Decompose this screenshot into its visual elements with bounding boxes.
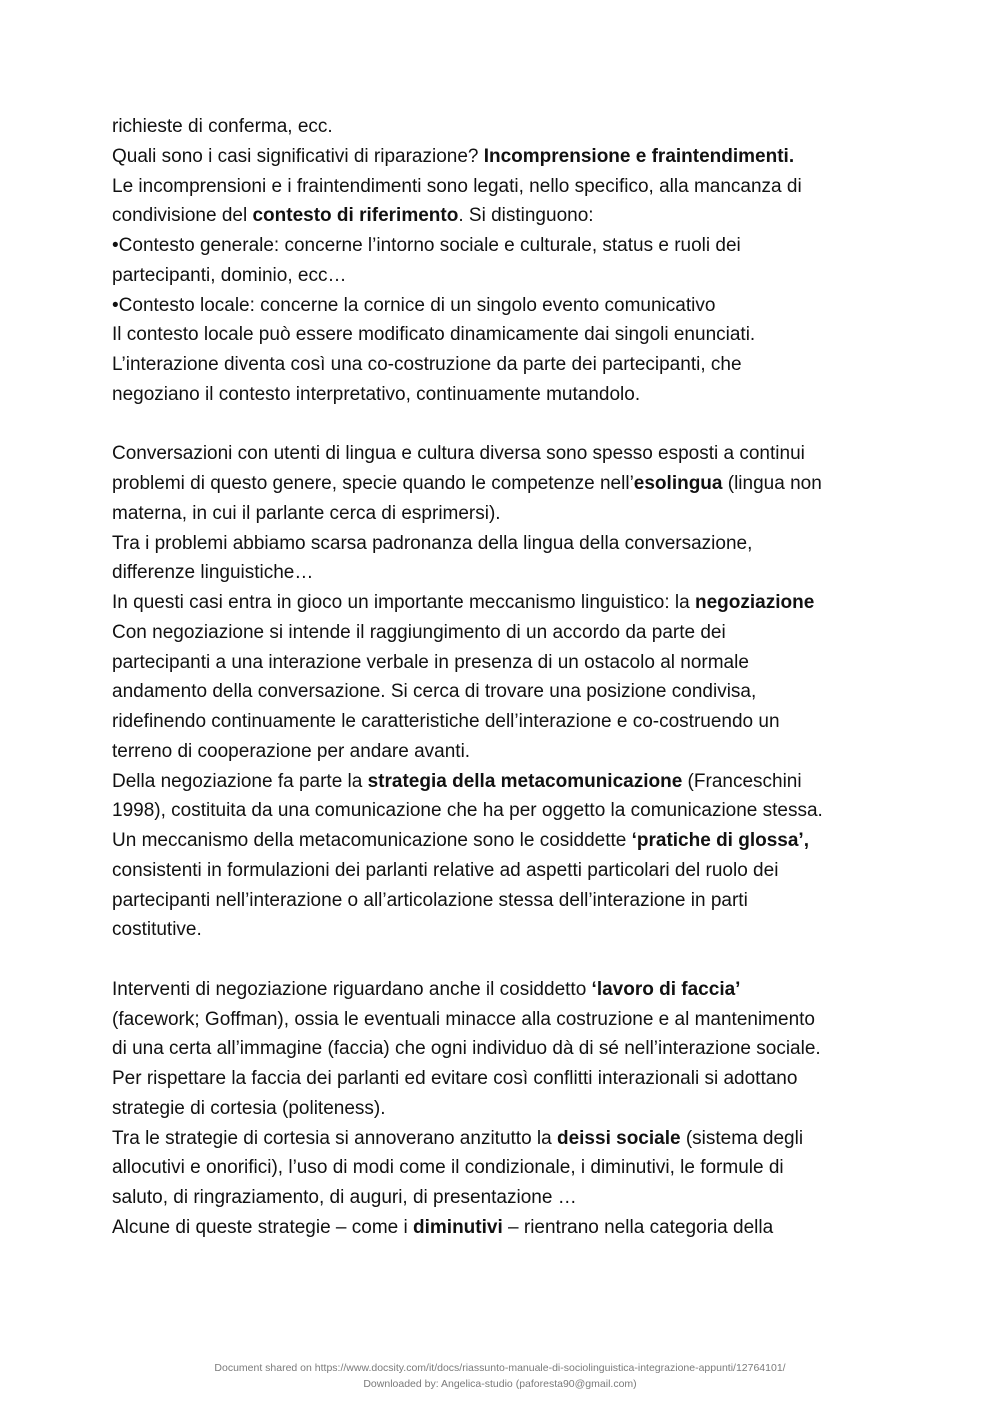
text-line [112,1005,902,1035]
text-line [112,469,902,499]
text-line [112,677,902,707]
text-line [112,350,902,380]
text-line [112,291,902,321]
text-line [112,380,902,410]
bold-term: negoziazione [694,592,815,613]
text-segment: Della negoziazione fa parte la [112,770,368,792]
bold-term: strategia della metacomunicazione [367,770,683,792]
text-line [112,975,902,1005]
footer-downloaded-by: Downloaded by: Angelica-studio (paforesta90@gmail.com) [363,1378,637,1390]
text-segment: Le incomprensioni e i fraintendimenti sono legati, nello specifico, alla mancanza di [112,175,802,197]
text-line [112,1213,902,1243]
text-segment: problemi di questo genere, specie quando le competenze nell’ [112,473,634,494]
bullet-marker: • [112,294,119,316]
text-line [112,529,902,559]
text-line [112,588,902,618]
text-segment: (sistema degli [680,1127,804,1149]
text-line [112,1153,902,1183]
bold-term: deissi sociale [556,1127,681,1149]
text-segment: ridefinendo continuamente le caratteristiche dell’interazione e co-costruendo un [112,711,780,732]
text-segment: Per rispettare la faccia dei parlanti ed evitare così conflitti interazionali si adottano [112,1068,798,1089]
text-line [112,261,902,291]
text-segment: Tra i problemi abbiamo scarsa padronanza della lingua della conversazione, [112,532,753,554]
text-segment: saluto, di ringraziamento, di auguri, di presentazione … [112,1187,577,1208]
paragraph-gap [112,410,902,440]
text-line [112,1034,902,1064]
text-segment: partecipanti a una interazione verbale in presenza di un ostacolo al normale [112,651,749,673]
text-segment: costitutive. [112,919,202,941]
text-line [112,767,902,797]
bold-term: Incomprensione e fraintendimenti. [483,145,795,167]
text-segment: condivisione del [112,205,253,227]
text-segment: di una certa all’immagine (faccia) che ogni individuo dà di sé nell’interazione sociale. [112,1038,821,1060]
text-line [112,618,902,648]
text-segment: (lingua non [722,473,822,494]
text-segment: strategie di cortesia (politeness). [112,1097,386,1119]
footer-shared-link[interactable]: Document shared on https://www.docsity.com/it/docs/riassunto-manuale-di-sociolinguistica-integrazione-appunti/12764101/ [214,1362,786,1374]
text-segment: (Franceschini [682,770,802,792]
text-segment: terreno di cooperazione per andare avanti. [112,740,471,762]
text-segment: partecipanti nell’interazione o all’articolazione stessa dell’interazione in parti [112,889,748,911]
document-body [112,112,902,1243]
text-line [112,856,902,886]
text-segment: Con negoziazione si intende il raggiungimento di un accordo da parte dei [112,621,726,643]
text-segment: Contesto generale: concerne l’intorno sociale e culturale, status e ruoli dei [118,235,741,256]
text-line [112,737,902,767]
text-line [112,1183,902,1213]
paragraph-gap [112,945,902,975]
text-line [112,439,902,469]
text-line [112,558,902,588]
text-segment: negoziano il contesto interpretativo, continuamente mutandolo. [112,383,641,405]
text-line [112,112,902,142]
text-segment: Alcune di queste strategie – come i [112,1216,414,1238]
page-footer [0,1360,1000,1392]
bold-term: contesto di riferimento [252,205,459,227]
text-line [112,1064,902,1094]
text-line [112,915,902,945]
text-segment: Quali sono i casi significativi di riparazione? [112,145,484,167]
text-segment: – rientrano nella categoria della [502,1216,774,1238]
text-line [112,142,902,172]
bold-term: ‘pratiche di glossa’, [631,830,809,851]
text-segment: differenze linguistiche… [112,562,314,584]
bullet-marker: • [112,235,119,256]
bold-term: diminutivi [413,1216,503,1238]
text-line [112,1094,902,1124]
text-segment: materna, in cui il parlante cerca di esprimersi). [112,502,501,524]
text-line [112,796,902,826]
text-segment: Il contesto locale può essere modificato dinamicamente dai singoli enunciati. [112,324,756,346]
text-line [112,201,902,231]
text-segment: andamento della conversazione. Si cerca di trovare una posizione condivisa, [112,681,757,703]
text-line [112,886,902,916]
text-line [112,499,902,529]
text-segment: Interventi di negoziazione riguardano anche il cosiddetto [112,978,592,1000]
text-segment: Tra le strategie di cortesia si annoverano anzitutto la [112,1127,557,1149]
text-line [112,231,902,261]
text-line [112,1124,902,1154]
bold-term: esolingua [633,473,723,494]
text-segment: partecipanti, dominio, ecc… [112,264,347,286]
text-segment: Un meccanismo della metacomunicazione sono le cosiddette [112,830,632,851]
text-line [112,648,902,678]
text-segment: allocutivi e onorifici), l’uso di modi come il condizionale, i diminutivi, le formule di [112,1157,784,1179]
text-line [112,826,902,856]
text-segment: In questi casi entra in gioco un importante meccanismo linguistico: la [112,592,695,613]
text-line [112,172,902,202]
text-line [112,707,902,737]
text-segment: (facework; Goffman), ossia le eventuali minacce alla costruzione e al mantenimento [112,1008,815,1030]
text-segment: consistenti in formulazioni dei parlanti relative ad aspetti particolari del ruolo dei [112,859,779,881]
bold-term: ‘lavoro di faccia’ [591,978,741,1000]
text-segment: Conversazioni con utenti di lingua e cultura diversa sono spesso esposti a continui [112,443,805,465]
text-segment: 1998), costituita da una comunicazione che ha per oggetto la comunicazione stessa. [112,800,823,822]
text-segment: L’interazione diventa così una co-costruzione da parte dei partecipanti, che [112,354,742,375]
text-segment: Contesto locale: concerne la cornice di un singolo evento comunicativo [118,294,716,316]
text-segment: richieste di conferma, ecc. [112,116,333,137]
text-line [112,320,902,350]
text-segment: . Si distinguono: [458,205,594,227]
